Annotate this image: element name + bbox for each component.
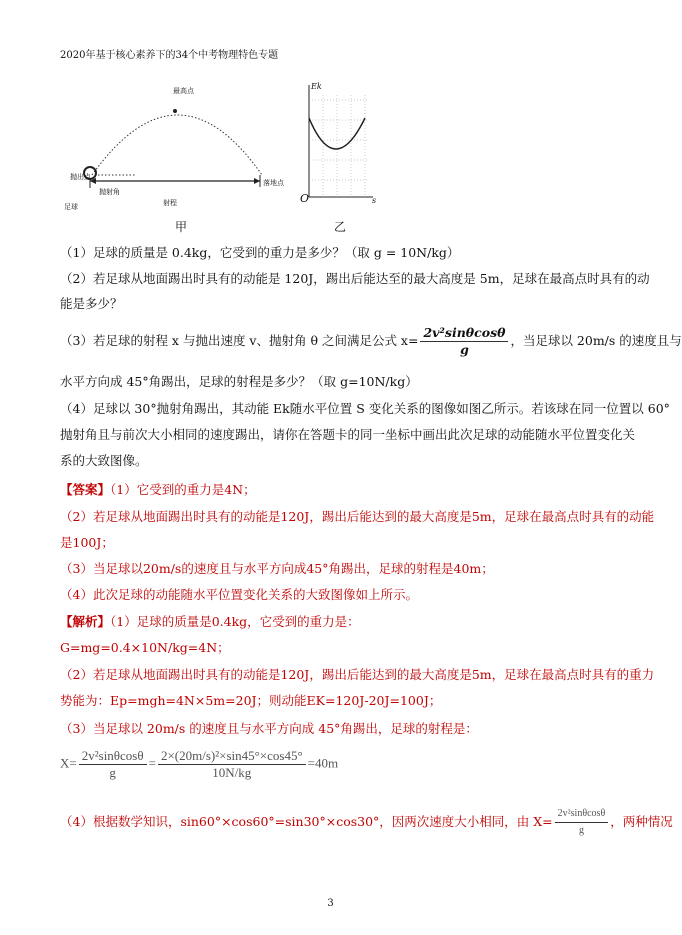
figure-jia-caption: 甲 <box>175 220 188 234</box>
figure-yi-ek-graph <box>295 80 375 210</box>
label-range: 射程 <box>163 199 177 207</box>
analysis-1b: G=mg=0.4×10N/kg=4N； <box>60 640 230 655</box>
label-highest-point: 最高点 <box>173 87 194 95</box>
analysis-line1 <box>60 614 360 630</box>
formula-fraction-1 <box>79 748 147 781</box>
question-3-line2: 水平方向成 45°角踢出，足球的射程是多少？（取 g=10N/kg） <box>60 374 418 389</box>
answer-2-line2: 是100J； <box>60 535 114 550</box>
x-axis-label: s <box>372 196 377 205</box>
question-2-line2: 能是多少？ <box>60 296 123 311</box>
formula-equals: = <box>148 755 156 771</box>
q3-formula-numerator: 2v²sinθcosθ <box>420 325 508 342</box>
analysis-3-formula <box>60 748 338 781</box>
answer-line1 <box>60 482 256 498</box>
page-number: 3 <box>327 898 334 909</box>
q3-text-pre: （3）若足球的射程 x 与抛出速度 v、抛射角 θ 之间满足公式 x= <box>60 333 419 348</box>
label-ball: 足球 <box>64 203 78 211</box>
formula-1-numerator: 2v²sinθcosθ <box>79 748 147 765</box>
analysis-2a: （2）若足球从地面踢出时具有的动能是120J，踢出后能达到的最大高度是5m，足球在最高点时具有的重力 <box>60 667 655 682</box>
figure-yi-caption: 乙 <box>334 220 347 234</box>
origin-label: O <box>300 192 310 205</box>
answer-2-line1: （2）若足球从地面踢出时具有的动能是120J，踢出后能达到的最大高度是5m，足球在最高点时具有的动能 <box>60 509 655 524</box>
analysis-4-pre: （4）根据数学知识，sin60°×cos60°=sin30°×cos30°，因两次速度大小相同，由 X= <box>60 814 553 829</box>
q3-formula <box>420 325 508 358</box>
formula-2-denominator: 10N/kg <box>212 765 252 780</box>
question-4-line2: 抛射角且与前次大小相同的速度踢出，请你在答题卡的同一坐标中画出此次足球的动能随水平位置变化关 <box>60 427 636 442</box>
formula-result: =40m <box>307 755 339 771</box>
label-landing-point: 落地点 <box>263 179 284 187</box>
answer-tag: 【答案】 <box>60 482 111 497</box>
page-header: 2020年基于核心素养下的34个中考物理特色专题 <box>60 50 279 61</box>
question-3-line1 <box>60 325 682 358</box>
analysis-tag: 【解析】 <box>60 614 111 629</box>
formula-lhs: X= <box>60 755 77 771</box>
figure-jia-trajectory <box>60 75 290 235</box>
y-axis-label: Ek <box>311 82 322 91</box>
analysis-3: （3）当足球以 20m/s 的速度且与水平方向成 45°角踢出，足球的射程是： <box>60 721 478 736</box>
analysis-2b: 势能为：Ep=mgh=4N×5m=20J；则动能EK=120J-20J=100J； <box>60 693 442 708</box>
analysis-4-formula <box>555 806 609 839</box>
formula-1-denominator: g <box>109 765 116 780</box>
answer-4: （4）此次足球的动能随水平位置变化关系的大致图像如上所示。 <box>60 587 418 602</box>
analysis-1a: （1）足球的质量是0.4kg，它受到的重力是： <box>110 614 360 629</box>
question-2-line1: （2）若足球从地面踢出时具有的动能是 120J，踢出后能达至的最大高度是 5m，足球在最高点时具有的动 <box>60 271 650 286</box>
q3-text-post: ，当足球以 20m/s 的速度且与 <box>510 333 682 348</box>
analysis-4-post: ，两种情况 <box>610 814 673 829</box>
answer-3: （3）当足球以20m/s的速度且与水平方向成45°角踢出，足球的射程是40m； <box>60 561 494 576</box>
question-4-line1: （4）足球以 30°抛射角踢出，其动能 Ek随水平位置 S 变化关系的图像如图乙所示。若该球在同一位置以 60° <box>60 401 670 416</box>
analysis-4-numerator: 2v²sinθcosθ <box>555 806 609 823</box>
label-launch-point: 抛出点 <box>70 173 91 181</box>
formula-fraction-2 <box>158 748 306 781</box>
analysis-4 <box>60 806 673 839</box>
answer-1: （1）它受到的重力是4N； <box>110 482 256 497</box>
formula-2-numerator: 2×(20m/s)²×sin45°×cos45° <box>158 748 306 765</box>
q3-formula-denominator: g <box>460 342 469 357</box>
analysis-4-denominator: g <box>578 825 584 836</box>
label-launch-angle: 抛射角 <box>99 188 120 196</box>
question-1: （1）足球的质量是 0.4kg，它受到的重力是多少？（取 g = 10N/kg） <box>60 245 460 260</box>
question-4-line3: 系的大致图像。 <box>60 453 148 468</box>
